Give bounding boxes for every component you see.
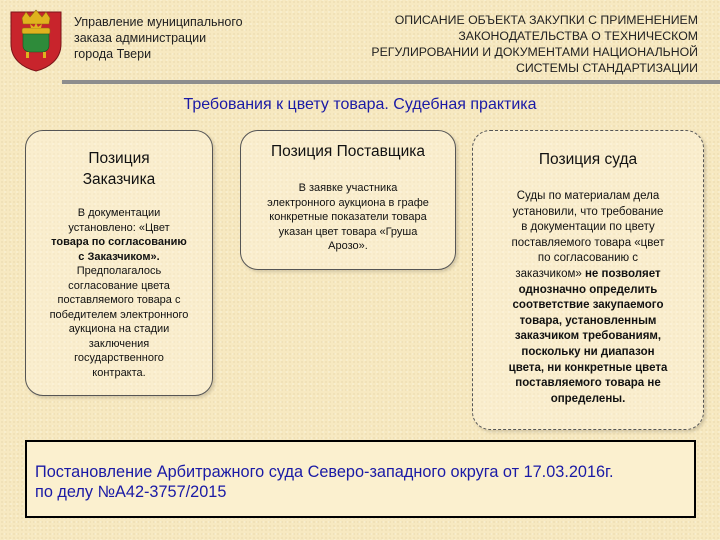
org-line: города Твери	[74, 47, 152, 61]
organization-name	[74, 14, 243, 62]
bold-text: поставляемого товара не	[515, 377, 661, 390]
supplier-position-heading: Позиция Поставщика	[270, 143, 426, 160]
bold-text: товара по согласованию	[51, 236, 187, 248]
bold-text: заказчиком требованиям,	[514, 330, 662, 343]
text-line: Суды по материалам дела	[516, 190, 660, 202]
bold-text: с Заказчиком».	[78, 250, 160, 263]
text-line: указан цвет товара «Груша	[278, 225, 418, 238]
text-line: победителем электронного	[49, 308, 189, 321]
bold-text: определены.	[550, 392, 626, 405]
text-line: контракта.	[92, 366, 146, 379]
bold-text: не позволяет	[584, 267, 661, 280]
text-line: согласование цвета	[68, 279, 170, 292]
bold-text: соответствие закупаемого	[512, 299, 664, 312]
text-line: заключения	[88, 337, 150, 350]
customer-position-text	[34, 206, 204, 380]
supplier-position-panel	[240, 130, 456, 270]
customer-position-panel	[25, 130, 213, 396]
header-title-line: ОПИСАНИЕ ОБЪЕКТА ЗАКУПКИ С ПРИМЕНЕНИЕМ	[394, 13, 698, 27]
text-line: электронного аукциона в графе	[267, 196, 429, 209]
decision-line: Постановление Арбитражного суда Северо-западного округа от 17.03.2016г.	[35, 463, 614, 481]
bold-text: поскольку ни диапазон	[521, 345, 655, 358]
header-title-line: СИСТЕМЫ СТАНДАРТИЗАЦИИ	[515, 61, 698, 75]
text-line: государственного	[74, 352, 164, 364]
text-line	[487, 314, 689, 330]
header-divider	[62, 80, 720, 84]
text-line	[34, 235, 204, 250]
org-line: Управление муниципального	[74, 15, 243, 29]
plain-text: заказчиком»	[515, 267, 585, 280]
org-line: заказа администрации	[74, 31, 207, 45]
text-line: В документации	[77, 207, 161, 219]
text-line: В заявке участника	[298, 182, 398, 194]
text-line: аукциона на стадии	[68, 323, 170, 335]
text-line: Арозо».	[328, 240, 368, 252]
court-position-heading: Позиция суда	[538, 151, 638, 168]
text-line: установлено: «Цвет	[68, 221, 170, 234]
text-line: поставляемого товара с	[57, 294, 181, 306]
slide-title: Требования к цвету товара. Судебная практика	[183, 96, 537, 113]
text-line: поставляемого товара «цвет	[511, 236, 665, 249]
text-line	[487, 376, 689, 392]
court-decision-reference	[35, 462, 686, 502]
customer-position-heading	[26, 148, 212, 190]
bold-text: однозначно определить	[518, 283, 658, 296]
court-decision-box	[25, 440, 696, 518]
header-title-line: РЕГУЛИРОВАНИИ И ДОКУМЕНТАМИ НАЦИОНАЛЬНОЙ	[371, 45, 698, 59]
header-title-line: ЗАКОНОДАТЕЛЬСТВА О ТЕХНИЧЕСКОМ	[458, 29, 698, 43]
court-position-text	[487, 189, 689, 407]
decision-line: по делу №А42-3757/2015	[35, 483, 227, 501]
text-line	[487, 392, 689, 408]
document-header-title	[298, 12, 698, 76]
text-line: конкретные показатели товара	[269, 211, 427, 223]
bold-text: товара, установленным	[519, 314, 657, 327]
text-line: Предполагалось	[76, 265, 162, 277]
text-line: установили, что требование	[512, 205, 664, 218]
court-position-panel	[472, 130, 704, 430]
text-line	[487, 283, 689, 299]
text-line	[487, 267, 689, 283]
bold-text: цвета, ни конкретные цвета	[508, 361, 668, 374]
text-line: по согласованию с	[537, 252, 639, 265]
text-line	[487, 361, 689, 377]
text-line	[487, 298, 689, 314]
text-line	[34, 250, 204, 265]
tver-coat-of-arms-emblem	[8, 6, 64, 72]
heading-line: Заказчика	[82, 171, 156, 188]
heading-line: Позиция	[88, 150, 150, 167]
supplier-position-text	[251, 181, 445, 254]
text-line	[487, 345, 689, 361]
text-line	[487, 329, 689, 345]
text-line: в документации по цвету	[521, 221, 655, 234]
